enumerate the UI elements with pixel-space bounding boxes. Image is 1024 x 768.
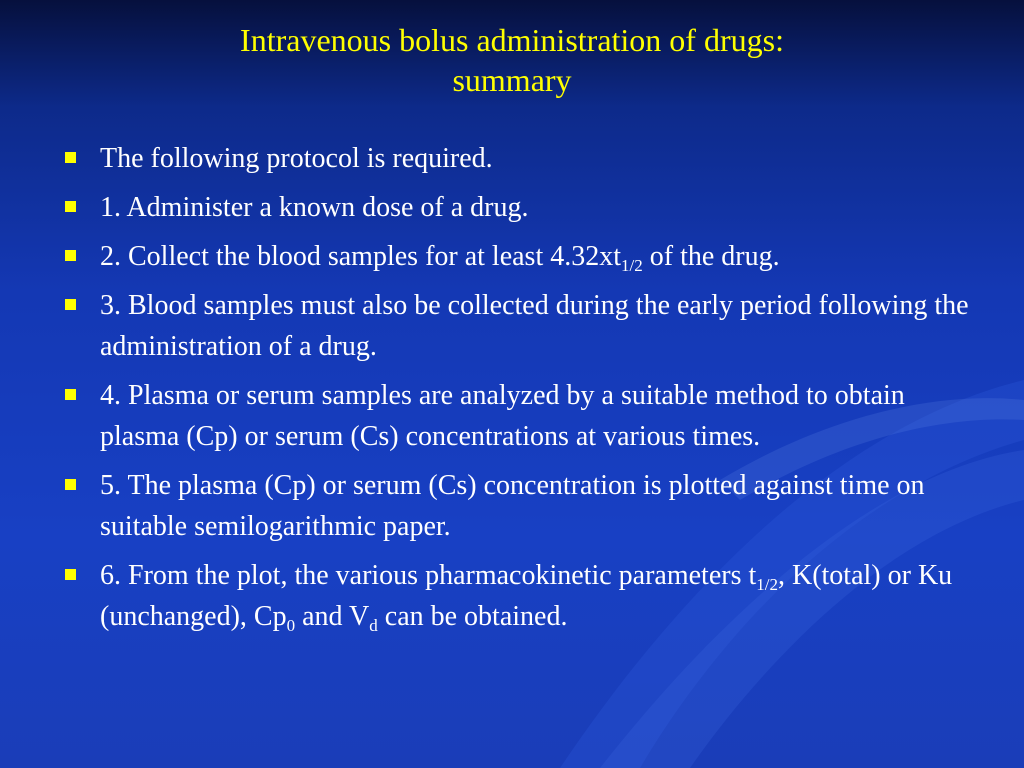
- bullet-text-part: , K(total) or Ku (unchanged), Cp: [100, 560, 953, 632]
- slide-title-line-2: summary: [452, 62, 572, 98]
- bullet-list: [60, 138, 970, 645]
- half-life-subscript: 1/2: [756, 575, 778, 594]
- slide-title-line-1: Intravenous bolus administration of drugs:: [240, 22, 784, 58]
- bullet-text-part: can be obtained.: [377, 601, 568, 632]
- bullet-item-step-2: [60, 236, 970, 277]
- bullet-item-step-3: [60, 285, 970, 367]
- bullet-text-part: of the drug.: [642, 241, 780, 272]
- bullet-item-step-5: [60, 465, 970, 547]
- cp-subscript: 0: [286, 616, 296, 635]
- bullet-text: The following protocol is required.: [100, 143, 493, 174]
- bullet-text-part: 2. Collect the blood samples for at least 4.32xt: [100, 241, 622, 272]
- bullet-square-icon: [65, 250, 76, 261]
- bullet-text: 4. Plasma or serum samples are analyzed by a suitable method to obtain plasma (Cp) or serum (Cs) concentrations at various times.: [100, 380, 905, 452]
- vd-subscript: d: [369, 616, 378, 635]
- bullet-text-part: and V: [295, 601, 370, 632]
- bullet-square-icon: [65, 569, 76, 580]
- bullet-square-icon: [65, 299, 76, 310]
- bullet-item-step-6: [60, 555, 970, 637]
- bullet-text: 1. Administer a known dose of a drug.: [100, 192, 529, 223]
- bullet-square-icon: [65, 201, 76, 212]
- bullet-square-icon: [65, 152, 76, 163]
- bullet-square-icon: [65, 479, 76, 490]
- bullet-square-icon: [65, 389, 76, 400]
- slide-title: [0, 20, 1024, 100]
- bullet-text: 3. Blood samples must also be collected during the early period following the administration of a drug.: [100, 290, 969, 362]
- bullet-text-part: 6. From the plot, the various pharmacokinetic parameters t: [100, 560, 757, 591]
- bullet-item-step-4: [60, 375, 970, 457]
- half-life-subscript: 1/2: [621, 256, 643, 275]
- bullet-item-step-1: [60, 187, 970, 228]
- bullet-text: 5. The plasma (Cp) or serum (Cs) concentration is plotted against time on suitable semilogarithmic paper.: [100, 470, 925, 542]
- bullet-item-protocol: [60, 138, 970, 179]
